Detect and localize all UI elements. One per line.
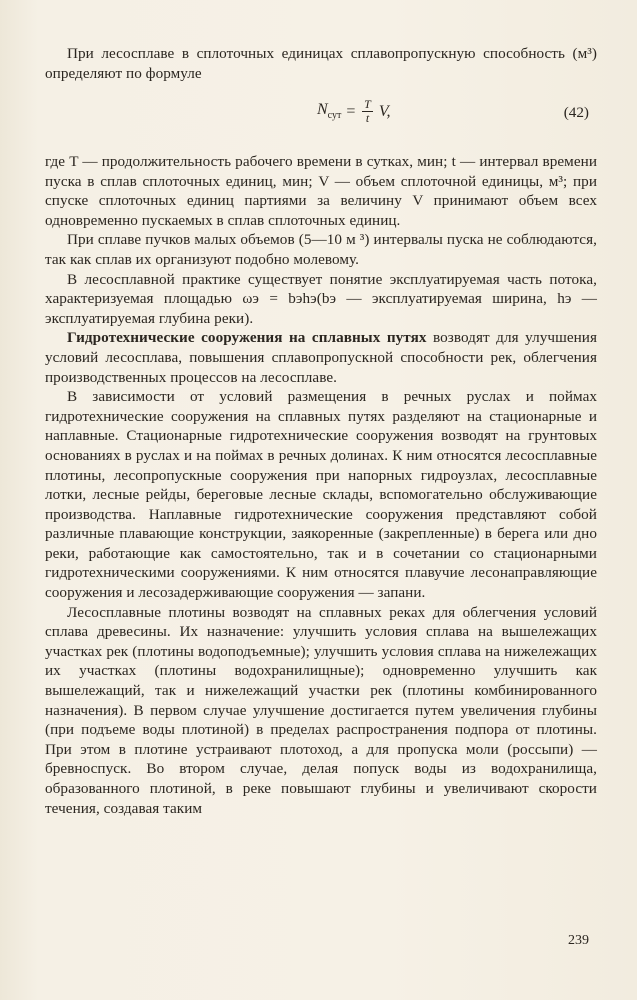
intro-block	[45, 44, 597, 83]
main-text	[45, 152, 597, 818]
practice-paragraph: В лесосплавной практике существует понятие эксплуатируемая часть потока, характеризуемая площадью ωэ = bэhэ(bэ — эксплуатируемая ширина, hэ — эксплуатируемая глубина реки).	[45, 270, 597, 327]
formula-numerator: T	[364, 97, 371, 111]
intro-paragraph: При лесосплаве в сплоточных единицах сплавопропускную способность (м³) определяют по формуле	[45, 45, 597, 82]
hydro-text: возводят для улучшения условий лесосплава, повышения сплавопропускной способности рек, облегчения производственных процессов на лесосплаве.	[45, 329, 597, 386]
formula-expression	[317, 98, 391, 125]
hydro-heading: Гидротехнические сооружения на сплавных путях	[67, 329, 427, 347]
formula-number: (42)	[563, 104, 589, 121]
conditions-paragraph: В зависимости от условий размещения в речных руслах и поймах гидротехнические сооружения на сплавных путях разделяют на стационарные и наплавные. Стационарные гидротехнические сооружения возводят на грунтовых основаниях в руслах и на поймах в речных долинах. К ним относятся лесосплавные плотины, лесопропускные сооружения при напорных гидроузлах, лесосплавные лотки, лесные рейды, береговые лесные склады, вспомогательно обслуживающие производства. Наплавные гидротехнические сооружения представляют собой различные плавающие конструкции, заякоренные (закрепленные) в берега или дно реки, работающие как самостоятельно, так и в сочетании со стационарными гидротехническими сооружениями. К ним относятся плавучие лесонаправляющие сооружения и лесозадерживающие сооружения — запани.	[45, 388, 597, 602]
dams-paragraph: Лесосплавные плотины возводят на сплавных реках для облегчения условий сплава древесины. Их назначение: улучшить условия сплава на вышележащих участках рек (плотины водоподъемные); улучшить условия сплава на нижележащих их участках (плотины водохранилищные); одновременно улучшить как вышележащий, так и нижележащий участки рек (плотины комбинированного назначения). В первом случае улучшение достигается путем увеличения глубины (при подъеме воды плотиной) в пределах распространения подпора от плотины. При этом в плотине устраивают плотоход, а для пропуска моли (россыпи) — бревноспуск. Во втором случае, делая попуск воды из водохранилища, образованного плотиной, в реке повышают глубины и увеличивают скорости течения, создавая таким	[45, 603, 597, 817]
formula-fraction	[362, 98, 373, 125]
formula-42	[45, 96, 597, 140]
bundles-paragraph: При сплаве пучков малых объемов (5—10 м ³) интервалы пуска не соблюдаются, так как сплав их организуют подобно молевому.	[45, 231, 597, 268]
formula-lhs-symbol: N	[317, 101, 328, 119]
formula-lhs	[317, 101, 341, 121]
formula-denominator: t	[365, 111, 370, 125]
formula-equals: =	[345, 102, 357, 120]
hydro-paragraph	[45, 328, 597, 387]
page-number: 239	[568, 933, 589, 948]
formula-rhs: V,	[378, 102, 391, 120]
formula-lhs-subscript: сут	[327, 110, 342, 122]
where-paragraph: где T — продолжительность рабочего времени в сутках, мин; t — интервал времени пуска в сплав сплоточных единиц, мин; V — объем сплоточной единицы, м³; при спуске сплоточных единиц партиями за величину V принимают объем всех одновременно пускаемых в сплав сплоточных единиц.	[45, 153, 597, 229]
